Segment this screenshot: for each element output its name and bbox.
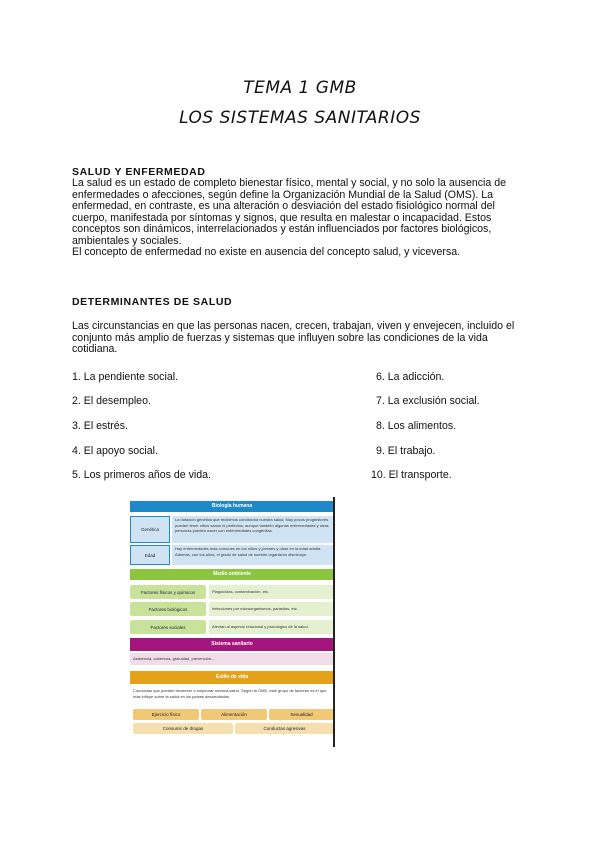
document-subtitle: LOS SISTEMAS SANITARIOS xyxy=(179,108,421,128)
medio-header: Medio ambiente xyxy=(130,569,334,580)
sociales-label: Factores sociales xyxy=(130,620,206,634)
paragraph-determinantes: Las circunstancias en que las personas nacen, crecen, trabajan, viven y envejecen, incluido el conjunto más amplio de fuerzas y sistemas que influyen sobre las condiciones de la vida cotidiana. xyxy=(72,320,515,356)
list-item: 10. El transporte. xyxy=(371,469,452,481)
sexualidad-box: Sexualidad xyxy=(269,709,334,720)
biologicos-text: Infecciones por microorganismos, parásitos, etc. xyxy=(209,602,334,616)
list-item: 2. El desempleo. xyxy=(72,395,151,407)
list-item: 8. Los alimentos. xyxy=(376,420,457,432)
drogas-box: Consumir de drogas xyxy=(133,723,233,734)
list-item: 1. La pendiente social. xyxy=(72,371,179,383)
sociales-text: Afectan al aspecto relacional y psicológico de la salud. xyxy=(209,620,334,634)
fisicos-label: Factores físicos y químicos xyxy=(130,585,206,599)
bio-header: Biología humana xyxy=(130,501,334,512)
list-item: 6. La adicción. xyxy=(376,371,445,383)
alimentacion-box: Alimentación xyxy=(201,709,267,720)
list-item: 3. El estrés. xyxy=(72,420,128,432)
ejercicio-box: Ejercicio físico xyxy=(133,709,199,720)
paragraph-concepto: El concepto de enfermedad no existe en ausencia del concepto salud, y viceversa. xyxy=(72,246,461,258)
sistema-text: Asistencia, cobertura, gratuidad, prevención... xyxy=(130,653,334,665)
document-title: TEMA 1 GMB xyxy=(243,78,357,98)
edad-text: Hay enfermedades más comunes en los niños y jóvenes y otras en la edad adulta. Además, con los años, el grado de salud de nuestro organismo disminuye. xyxy=(172,545,334,565)
estilo-header: Estilo de vida xyxy=(130,671,334,684)
list-item: 9. El trabajo. xyxy=(376,445,436,457)
estilo-text: Conductas que pueden favorecer o empeorar nuestra salud. Según la OMS, este grupo de factores es el que más influye sobre la salud en los países desarrollados. xyxy=(130,687,334,707)
list-item: 7. La exclusión social. xyxy=(376,395,480,407)
determinants-figure xyxy=(127,497,335,747)
section-heading-salud: SALUD Y ENFERMEDAD xyxy=(72,166,206,178)
section-heading-determinantes: DETERMINANTES DE SALUD xyxy=(72,296,233,308)
list-item: 5. Los primeros años de vida. xyxy=(72,469,211,481)
genetica-label: Genética xyxy=(130,516,170,543)
edad-label: Edad xyxy=(130,545,170,565)
biologicos-label: Factores biológicos xyxy=(130,602,206,616)
list-item: 4. El apoyo social. xyxy=(72,445,158,457)
paragraph-salud: La salud es un estado de completo bienestar físico, mental y social, y no solo la ausencia de enfermedades o afecciones, según define la Organización Mundial de la Salud (OMS). La enfermedad, en contraste, es una alteración o desviación del estado fisiológico normal del cuerpo, manifestada por síntomas y signos, que resulta en malestar o incapacidad. Estos conceptos son dinámicos, interrelacionados y están influenciados por factores biológicos, ambientales y sociales. xyxy=(72,177,507,247)
sistema-header: Sistema sanitario xyxy=(130,638,334,651)
conductas-box: Conductas agresivas xyxy=(235,723,334,734)
fisicos-text: Plaguicidas, contaminación, etc. xyxy=(209,585,334,599)
genetica-text: La dotación genética que recibimos condiciona nuestra salud. Muy pocos progenitores pueden tener niños sanos ni perfectos, aunque también algunas enfermedades y otras personas pueden nacer con enfermedades congénitas. xyxy=(172,516,334,543)
figure-edge-line xyxy=(333,497,335,747)
